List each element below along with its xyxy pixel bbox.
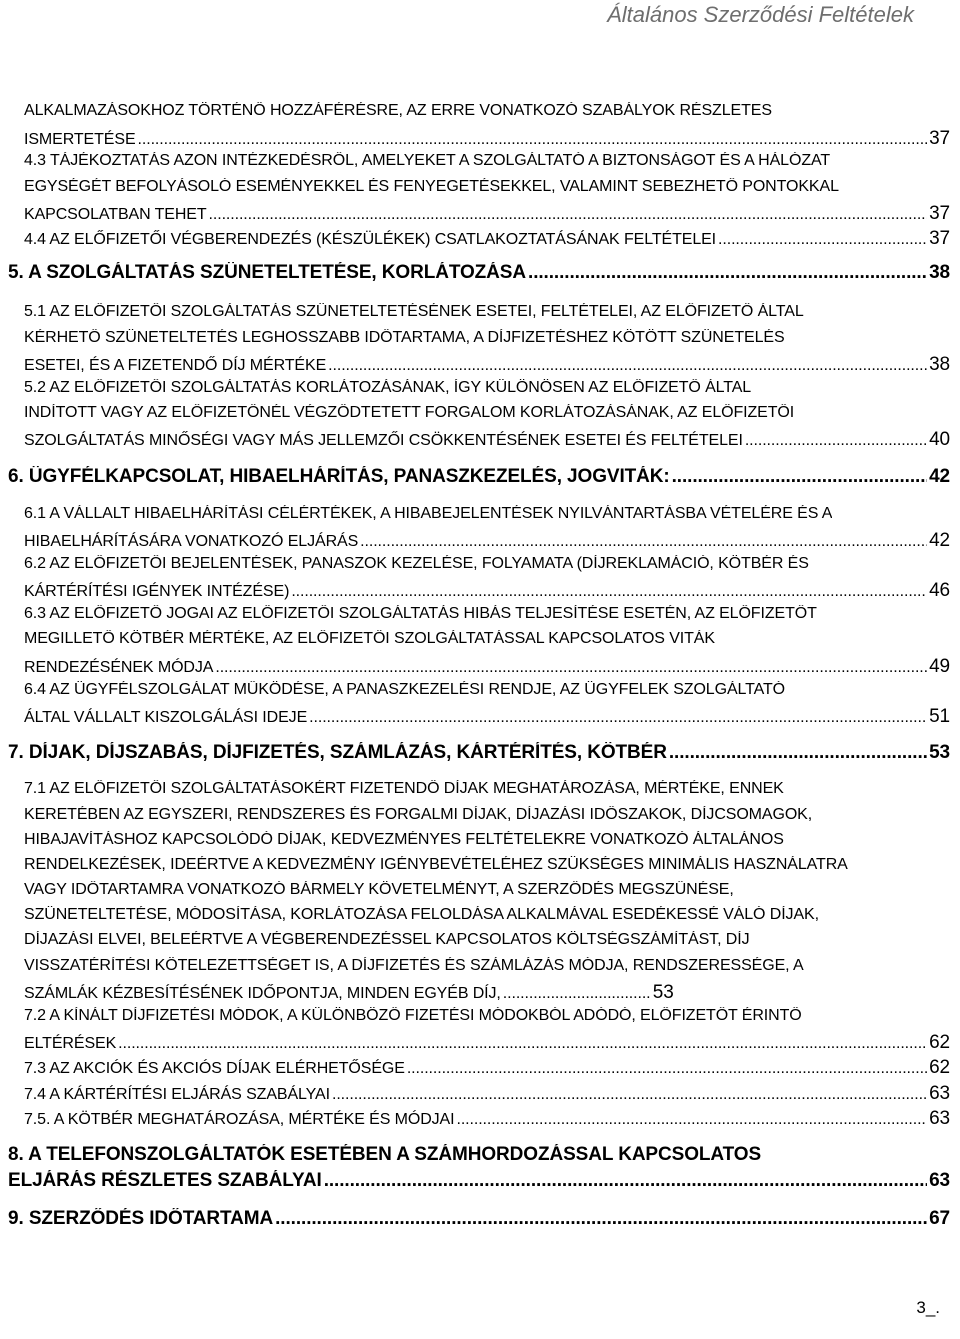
toc-line <box>24 1057 950 1079</box>
toc-entry-text: 7.3 AZ AKCIÓK ÉS AKCIÓS DÍJAK ELÉRHETŐSÉGE <box>24 1060 405 1077</box>
toc-leader-dots <box>528 262 927 284</box>
toc-entry-text: KAPCSOLATBAN TEHET <box>24 206 207 223</box>
toc-entry-text: 4.4 AZ ELŐFIZETŐI VÉGBERENDEZÉS (KÉSZÜLÉKEK) CSATLAKOZTATÁSÁNAK FELTÉTELEI <box>24 231 717 248</box>
toc-line <box>24 102 772 120</box>
toc-page-number: 37 <box>929 228 950 249</box>
toc-line <box>24 982 674 1004</box>
toc-entry-text: SZÁMLÁK KÉZBESÍTÉSÉNEK IDŐPONTJA, MINDEN EGYÉB DÍJ, <box>24 985 501 1002</box>
toc-line <box>24 780 784 798</box>
toc-entry-text: VISSZATÉRÍTÉSI KÖTELEZETTSÉGET IS, A DÍJFIZETÉS ÉS SZÁMLÁZÁS MÓDJA, RENDSZERESSÉGE, A <box>24 957 804 974</box>
toc-line <box>24 505 832 523</box>
toc-line <box>24 178 839 196</box>
toc-line <box>24 806 812 824</box>
toc-entry-text: 5. A SZOLGÁLTATÁS SZÜNETELTETÉSE, KORLÁTOZÁSA <box>8 262 527 283</box>
toc-page-number: 67 <box>929 1208 950 1229</box>
toc-entry-text: KÁRTÉRÍTÉSI IGÉNYEK INTÉZÉSE) <box>24 583 290 600</box>
toc-entry-text: KERETÉBEN AZ EGYSZERI, RENDSZERES ÉS FORGALMI DÍJAK, DÍJAZÁSI IDŐSZAKOK, DÍJCSOMAGOK, <box>24 806 813 823</box>
toc-entry-text: ELJÁRÁS RÉSZLETES SZABÁLYAI <box>8 1170 322 1191</box>
toc-leader-dots <box>456 1111 927 1129</box>
toc-line <box>24 1083 950 1105</box>
toc-leader-dots <box>291 583 927 601</box>
toc-line <box>8 262 950 284</box>
toc-page-number: 38 <box>929 262 950 283</box>
toc-page-number: 37 <box>929 128 950 149</box>
toc-entry-text: ESETEI, ÉS A FIZETENDŐ DÍJ MÉRTÉKE <box>24 357 327 374</box>
toc-line <box>24 555 809 573</box>
toc-entry-text: 7.4 A KÁRTÉRÍTÉSI ELJÁRÁS SZABÁLYAI <box>24 1086 330 1103</box>
toc-entry-text: ISMERTETÉSE <box>24 131 136 148</box>
toc-page-number: 53 <box>929 742 950 763</box>
toc-leader-dots <box>718 231 927 249</box>
toc-page-number: 46 <box>929 580 950 601</box>
toc-leader-dots <box>118 1035 927 1053</box>
toc-entry-text: 6. ÜGYFÉLKAPCSOLAT, HIBAELHÁRÍTÁS, PANASZKEZELÉS, JOGVITÁK: <box>8 466 670 487</box>
toc-entry-text: HIBAELHÁRÍTÁSÁRA VONATKOZÓ ELJÁRÁS <box>24 533 359 550</box>
toc-page-number: 63 <box>929 1170 950 1191</box>
toc-entry-text: 5.1 AZ ELŐFIZETŐI SZOLGÁLTATÁS SZÜNETELTETÉSÉNEK ESETEI, FELTÉTELEI, AZ ELŐFIZETŐ ÁLTAL <box>24 303 804 320</box>
toc-line <box>24 580 950 602</box>
toc-leader-dots <box>215 659 927 677</box>
toc-entry-text: RENDELKEZÉSEK, IDEÉRTVE A KEDVEZMÉNY IGÉNYBEVÉTELÉHEZ SZÜKSÉGES MINIMÁLIS HASZNÁLATRA <box>24 856 848 873</box>
toc-page-number: 63 <box>929 1083 950 1104</box>
toc-page-number: 38 <box>929 354 950 375</box>
toc-entry-text: 6.2 AZ ELŐFIZETŐI BEJELENTÉSEK, PANASZOK KEZELÉSE, FOLYAMATA (DÍJREKLAMÁCIÓ, KÖTBÉR ÉS <box>24 555 809 572</box>
toc-page-number: 51 <box>929 706 950 727</box>
toc-entry-text: VAGY IDŐTARTAMRA VONATKOZÓ BÁRMELY KÖVETELMÉNYT, A SZERZŐDÉS MEGSZŰNÉSE, <box>24 881 734 898</box>
toc-entry-text: 7.5. A KÖTBÉR MEGHATÁROZÁSA, MÉRTÉKE ÉS MÓDJAI <box>24 1111 455 1128</box>
toc-line <box>8 466 950 488</box>
toc-line <box>24 856 848 874</box>
toc-page-number: 62 <box>929 1032 950 1053</box>
toc-leader-dots <box>672 466 927 488</box>
toc-line <box>24 605 817 623</box>
toc-line <box>24 379 751 397</box>
toc-line <box>8 1144 761 1166</box>
toc-entry-text: 4.3 TÁJÉKOZTATÁS AZON INTÉZKEDÉSRŐL, AMELYEKET A SZOLGÁLTATÓ A BIZTONSÁGOT ÉS A HÁLÓZAT <box>24 152 831 169</box>
toc-entry-text: 7.1 AZ ELŐFIZETŐI SZOLGÁLTATÁSOKÉRT FIZETENDŐ DÍJAK MEGHATÁROZÁSA, MÉRTÉKE, ENNEK <box>24 780 784 797</box>
toc-leader-dots <box>669 742 927 764</box>
toc-line <box>24 354 950 376</box>
toc-entry-text: 6.4 AZ ÜGYFÉLSZOLGÁLAT MŰKÖDÉSE, A PANASZKEZELÉSI RENDJE, AZ ÜGYFELEK SZOLGÁLTATÓ <box>24 681 786 698</box>
toc-leader-dots <box>324 1170 927 1192</box>
toc-line <box>24 706 950 728</box>
toc-leader-dots <box>503 985 651 1003</box>
toc-line <box>8 1208 950 1230</box>
toc-entry-text: 8. A TELEFONSZOLGÁLTATÓK ESETÉBEN A SZÁMHORDOZÁSSAL KAPCSOLATOS <box>8 1144 762 1165</box>
toc-line <box>24 681 785 699</box>
toc-line <box>24 931 749 949</box>
toc-line <box>24 404 794 422</box>
toc-page-number: 53 <box>652 982 674 1003</box>
document-header-title: Általános Szerződési Feltételek <box>607 2 914 27</box>
toc-entry-text: ALKALMAZÁSOKHOZ TÖRTÉNŐ HOZZÁFÉRÉSRE, AZ ERRE VONATKOZÓ SZABÁLYOK RÉSZLETES <box>24 102 772 119</box>
toc-line <box>24 152 830 170</box>
toc-line <box>24 831 784 849</box>
toc-entry-text: 9. SZERZŐDÉS IDŐTARTAMA <box>8 1208 274 1229</box>
toc-line <box>8 742 950 764</box>
toc-page-number: 40 <box>929 429 950 450</box>
toc-line <box>24 1007 802 1025</box>
toc-entry-text: KÉRHETŐ SZÜNETELTETÉS LEGHOSSZABB IDŐTARTAMA, A DÍJFIZETÉSHEZ KÖTÖTT SZÜNETELÉS <box>24 329 785 346</box>
toc-leader-dots <box>328 357 927 375</box>
toc-entry-text: 6.1 A VÁLLALT HIBAELHÁRÍTÁSI CÉLÉRTÉKEK, A HIBABEJELENTÉSEK NYILVÁNTARTÁSBA VÉTELÉRE ÉS A <box>24 505 833 522</box>
toc-leader-dots <box>407 1060 927 1078</box>
toc-leader-dots <box>138 131 928 149</box>
toc-leader-dots <box>360 533 927 551</box>
toc-entry-text: ELTÉRÉSEK <box>24 1035 117 1052</box>
toc-line <box>24 1032 950 1054</box>
toc-entry-text: EGYSÉGÉT BEFOLYÁSOLÓ ESEMÉNYEKKEL ÉS FENYEGETÉSEKKEL, VALAMINT SEBEZHETŐ PONTOKKAL <box>24 178 839 195</box>
toc-entry-text: 6.3 AZ ELŐFIZETŐ JOGAI AZ ELŐFIZETŐI SZOLGÁLTATÁS HIBÁS TELJESÍTÉSE ESETÉN, AZ ELŐFIZETŐT <box>24 605 817 622</box>
toc-entry-text: MEGILLETŐ KÖTBÉR MÉRTÉKE, AZ ELŐFIZETŐI SZOLGÁLTATÁSSAL KAPCSOLATOS VITÁK <box>24 630 715 647</box>
toc-page-number: 49 <box>929 656 950 677</box>
toc-entry-text: SZÜNETELTETÉSE, MÓDOSÍTÁSA, KORLÁTOZÁSA FELOLDÁSA ALKALMÁVAL ESEDÉKESSÉ VÁLÓ DÍJAK, <box>24 906 819 923</box>
toc-line <box>24 957 804 975</box>
toc-leader-dots <box>332 1086 927 1104</box>
toc-line <box>24 228 950 250</box>
toc-line <box>24 429 950 451</box>
toc-line <box>24 203 950 225</box>
toc-leader-dots <box>309 709 927 727</box>
toc-line <box>24 881 734 899</box>
toc-entry-text: 7.2 A KÍNÁLT DÍJFIZETÉSI MÓDOK, A KÜLÖNBÖZŐ FIZETÉSI MÓDOKBÓL ADÓDÓ, ELŐFIZETŐT ÉRINTŐ <box>24 1007 802 1024</box>
toc-leader-dots <box>209 206 928 224</box>
toc-entry-text: DÍJAZÁSI ELVEI, BELEÉRTVE A VÉGBERENDEZÉSSEL KAPCSOLATOS KÖLTSÉGSZÁMÍTÁST, DÍJ <box>24 931 750 948</box>
toc-entry-text: INDÍTOTT VAGY AZ ELŐFIZETŐNÉL VÉGZŐDTETETT FORGALOM KORLÁTOZÁSÁNAK, AZ ELŐFIZETŐI <box>24 404 795 421</box>
toc-page-number: 62 <box>929 1057 950 1078</box>
toc-page-number: 37 <box>929 203 950 224</box>
toc-line <box>24 656 950 678</box>
toc-entry-text: 7. DÍJAK, DÍJSZABÁS, DÍJFIZETÉS, SZÁMLÁZÁS, KÁRTÉRÍTÉS, KÖTBÉR <box>8 742 667 763</box>
toc-line <box>24 128 950 150</box>
toc-page-number: 63 <box>929 1108 950 1129</box>
toc-line <box>24 906 819 924</box>
toc-line <box>24 329 785 347</box>
toc-entry-text: RENDEZÉSÉNEK MÓDJA <box>24 659 214 676</box>
toc-leader-dots <box>745 432 927 450</box>
toc-entry-text: ÁLTAL VÁLLALT KISZOLGÁLÁSI IDEJE <box>24 709 308 726</box>
toc-entry-text: 5.2 AZ ELŐFIZETŐI SZOLGÁLTATÁS KORLÁTOZÁSÁNAK, ÍGY KÜLÖNÖSEN AZ ELŐFIZETŐ ÁLTAL <box>24 379 752 396</box>
toc-leader-dots <box>275 1208 927 1230</box>
page-number: 3_. <box>916 1298 940 1317</box>
toc-line <box>24 1108 950 1130</box>
toc-entry-text: HIBAJAVÍTÁSHOZ KAPCSOLÓDÓ DÍJAK, KEDVEZMÉNYES FELTÉTELEKRE VONATKOZÓ ÁLTALÁNOS <box>24 831 784 848</box>
toc-line <box>24 630 715 648</box>
toc-line <box>24 530 950 552</box>
toc-page-number: 42 <box>929 466 950 487</box>
toc-line <box>24 303 804 321</box>
toc-page-number: 42 <box>929 530 950 551</box>
toc-line <box>8 1170 950 1192</box>
toc-entry-text: SZOLGÁLTATÁS MINŐSÉGI VAGY MÁS JELLEMZŐI CSÖKKENTÉSÉNEK ESETEI ÉS FELTÉTELEI <box>24 432 743 449</box>
